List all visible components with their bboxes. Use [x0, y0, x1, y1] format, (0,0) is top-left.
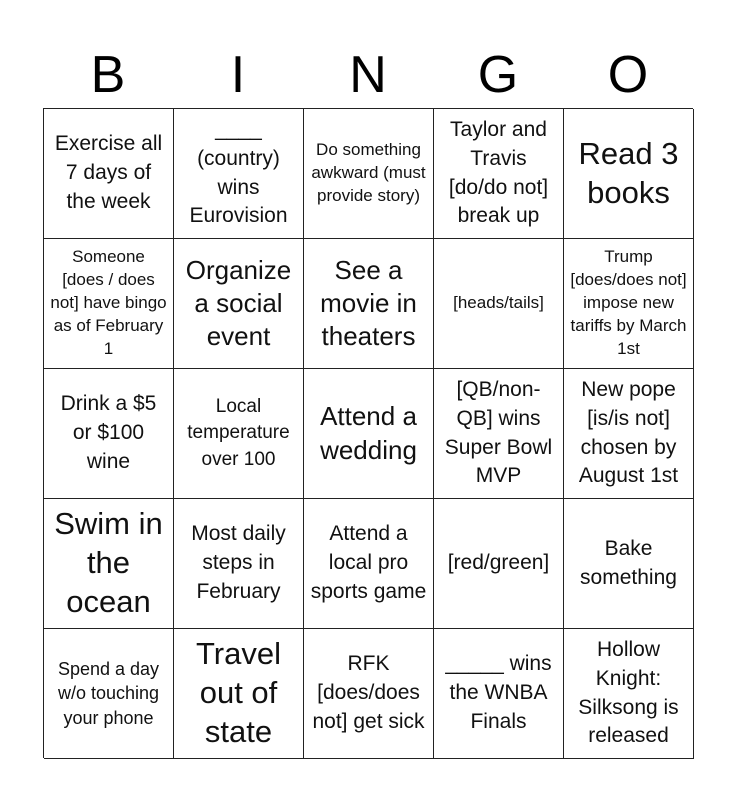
header-letter-b: B [90, 46, 126, 104]
cell-text: Bake something [580, 536, 677, 589]
bingo-cell[interactable] [174, 369, 304, 499]
header-letter-g: G [477, 46, 519, 104]
header-letter-n: N [349, 46, 387, 104]
bingo-cell[interactable] [304, 369, 434, 499]
cell-text: _____ wins the WNBA Finals [445, 652, 552, 733]
bingo-cell[interactable] [304, 239, 434, 369]
bingo-cell[interactable] [564, 239, 694, 369]
bingo-cell[interactable] [44, 499, 174, 629]
cell-text: Do something awkward (must provide story) [311, 140, 426, 205]
cell-text: Organize a social event [185, 254, 292, 352]
cell-text: New pope [is/is not] chosen by August 1st [578, 377, 679, 488]
bingo-cell[interactable] [174, 499, 304, 629]
bingo-cell[interactable] [434, 109, 564, 239]
bingo-cell[interactable] [434, 239, 564, 369]
cell-text: Exercise all 7 days of the week [54, 132, 163, 213]
bingo-cell[interactable] [564, 369, 694, 499]
bingo-cell[interactable] [174, 239, 304, 369]
bingo-cell[interactable] [434, 369, 564, 499]
bingo-cell[interactable] [434, 499, 564, 629]
bingo-cell[interactable] [44, 629, 174, 759]
cell-text: [red/green] [447, 551, 550, 575]
bingo-grid [43, 108, 693, 758]
cell-text: RFK [does/does not] get sick [312, 652, 425, 733]
bingo-cell[interactable] [564, 499, 694, 629]
bingo-cell[interactable] [434, 629, 564, 759]
cell-text: Local temperature over 100 [187, 396, 290, 470]
cell-text: Someone [does / does not] have bingo as of February 1 [50, 247, 167, 358]
bingo-cell[interactable] [174, 629, 304, 759]
cell-text: Attend a wedding [320, 401, 417, 465]
cell-text: Most daily steps in February [191, 522, 286, 603]
cell-text: Swim in the ocean [54, 506, 163, 619]
bingo-cell[interactable] [564, 629, 694, 759]
cell-text: ____ (country) wins Eurovision [189, 117, 288, 228]
cell-text: Read 3 books [578, 135, 679, 210]
bingo-cell[interactable] [304, 629, 434, 759]
bingo-cell[interactable] [44, 369, 174, 499]
cell-text: Hollow Knight: Silksong is released [578, 637, 679, 748]
cell-text: [heads/tails] [453, 293, 544, 313]
bingo-cell[interactable] [564, 109, 694, 239]
cell-text: Trump [does/does not] impose new tariffs by March 1st [570, 247, 687, 358]
cell-text: See a movie in theaters [320, 254, 417, 352]
bingo-header [43, 44, 693, 106]
bingo-cell[interactable] [44, 239, 174, 369]
cell-text: Drink a $5 or $100 wine [60, 392, 157, 473]
cell-text: Attend a local pro sports game [310, 522, 427, 603]
cell-text: Travel out of state [196, 636, 281, 749]
bingo-cell[interactable] [44, 109, 174, 239]
bingo-cell[interactable] [174, 109, 304, 239]
bingo-cell[interactable] [304, 499, 434, 629]
bingo-cell[interactable] [304, 109, 434, 239]
header-letter-i: I [230, 46, 246, 104]
cell-text: [QB/non-QB] wins Super Bowl MVP [444, 377, 553, 488]
cell-text: Taylor and Travis [do/do not] break up [448, 117, 549, 228]
header-letter-o: O [607, 46, 649, 104]
cell-text: Spend a day w/o touching your phone [57, 659, 160, 728]
